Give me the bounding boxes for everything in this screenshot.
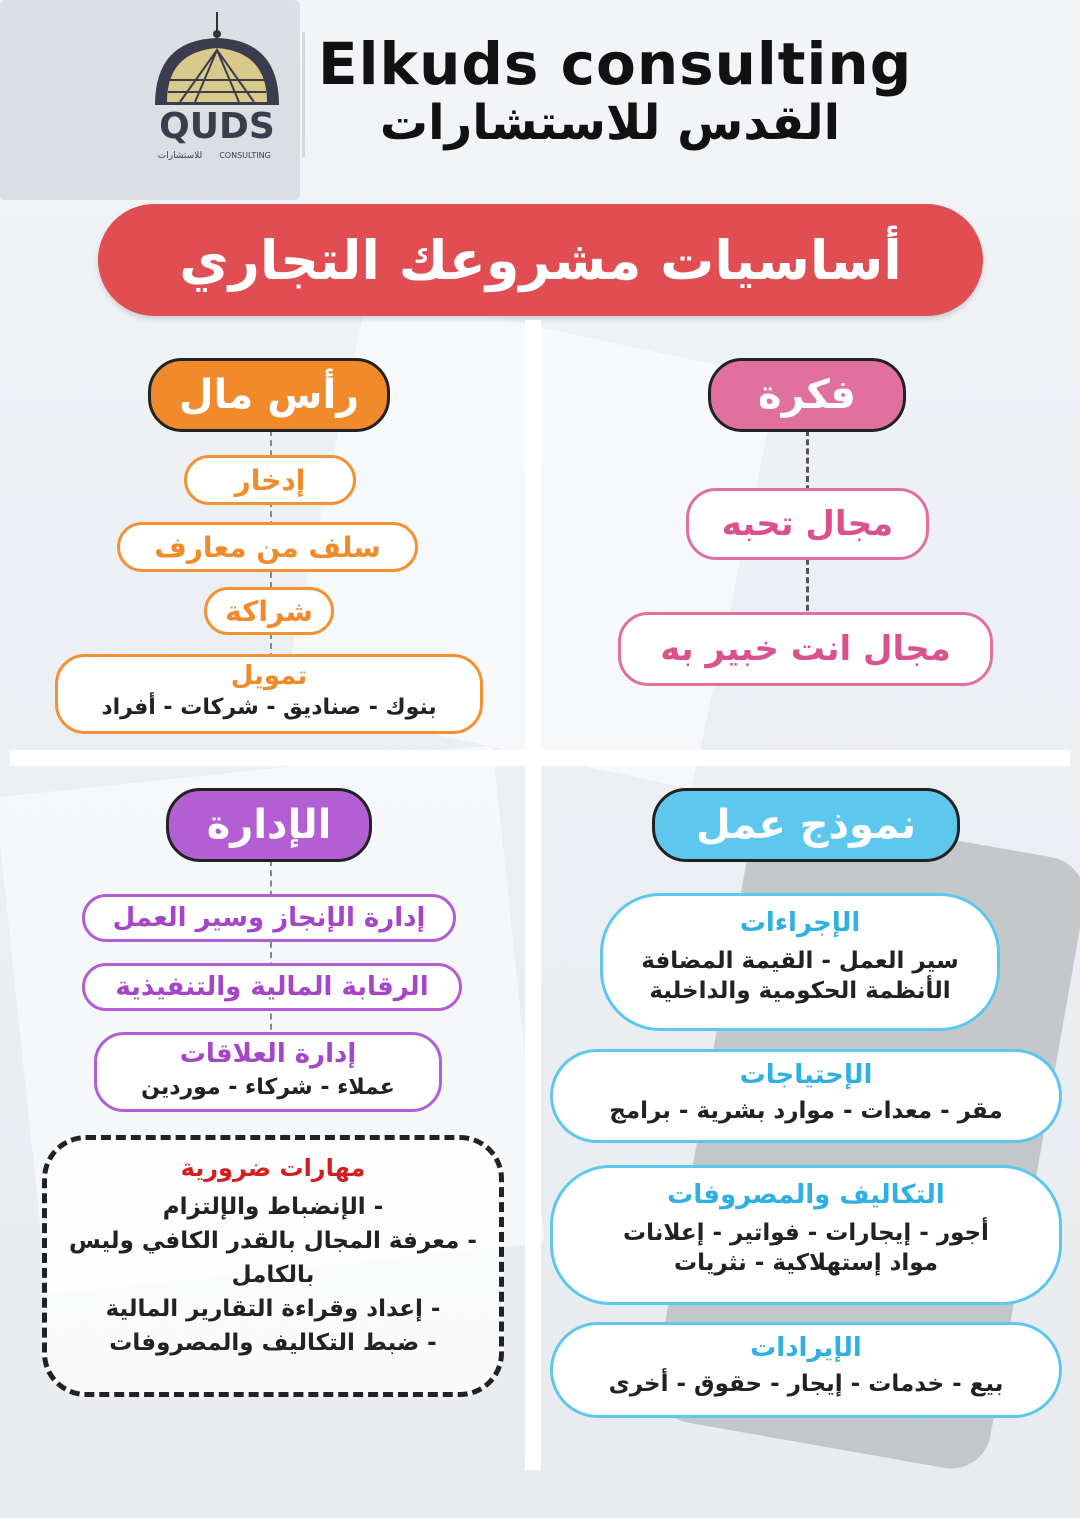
management-heading: الإدارة — [166, 788, 372, 862]
skills-item: بالكامل — [231, 1262, 315, 1288]
idea-item-expertise: مجال انت خبير به — [618, 612, 993, 686]
procedures-body-2: الأنظمة الحكومية والداخلية — [649, 978, 951, 1004]
brand-name-en: Elkuds consulting — [318, 30, 913, 98]
brand-name-ar: القدس للاستشارات — [379, 95, 841, 151]
management-connector — [270, 860, 272, 1040]
costs-title: التكاليف والمصروفات — [667, 1180, 945, 1210]
costs-body-1: أجور - إيجارات - فواتير - إعلانات — [623, 1220, 989, 1246]
skills-title: مهارات ضرورية — [180, 1154, 366, 1182]
needs-title: الإحتياجات — [739, 1060, 873, 1090]
capital-item-loans: سلف من معارف — [117, 522, 418, 572]
skills-item: - الإنضباط والإلتزام — [162, 1194, 384, 1220]
procedures-card — [600, 893, 1000, 1031]
dome-logo-icon — [140, 10, 295, 160]
needs-body: مقر - معدات - موارد بشرية - برامج — [609, 1098, 1003, 1124]
header-divider — [302, 32, 305, 157]
vertical-divider — [525, 320, 541, 1470]
logo-text: QUDS — [159, 106, 275, 147]
skills-item: - معرفة المجال بالقدر الكافي وليس — [69, 1228, 477, 1254]
funding-title: تمويل — [230, 661, 308, 691]
funding-body: بنوك - صناديق - شركات - أفراد — [101, 695, 437, 720]
management-item-workflow: إدارة الإنجاز وسير العمل — [82, 894, 456, 942]
revenue-body: بيع - خدمات - إيجار - حقوق - أخرى — [608, 1371, 1004, 1397]
costs-body-2: مواد إستهلاكية - نثريات — [674, 1250, 938, 1276]
business-model-heading: نموذج عمل — [652, 788, 960, 862]
relations-body: عملاء - شركاء - موردين — [141, 1075, 395, 1100]
capital-item-savings: إدخار — [184, 455, 356, 505]
needs-card — [550, 1049, 1062, 1143]
revenue-title: الإيرادات — [750, 1333, 862, 1363]
skills-item: - ضبط التكاليف والمصروفات — [109, 1330, 437, 1356]
idea-heading: فكرة — [708, 358, 906, 432]
logo — [140, 10, 295, 160]
capital-funding-card — [55, 654, 483, 734]
svg-text:CONSULTING: CONSULTING — [219, 151, 271, 160]
management-relations-card — [94, 1032, 442, 1112]
procedures-title: الإجراءات — [739, 908, 861, 938]
page-title: أساسيات مشروعك التجاري — [98, 204, 983, 316]
skills-box — [42, 1135, 504, 1397]
costs-card — [550, 1165, 1062, 1305]
capital-heading: رأس مال — [148, 358, 390, 432]
idea-item-passion: مجال تحبه — [686, 488, 929, 560]
skills-item: - إعداد وقراءة التقارير المالية — [105, 1296, 441, 1322]
horizontal-divider — [10, 750, 1070, 766]
procedures-body-1: سير العمل - القيمة المضافة — [641, 948, 959, 974]
capital-item-partnership: شراكة — [204, 587, 334, 635]
relations-title: إدارة العلاقات — [179, 1039, 357, 1069]
management-item-control: الرقابة المالية والتنفيذية — [82, 963, 462, 1011]
revenue-card — [550, 1322, 1062, 1418]
svg-text:للاستشارات: للاستشارات — [157, 151, 203, 160]
